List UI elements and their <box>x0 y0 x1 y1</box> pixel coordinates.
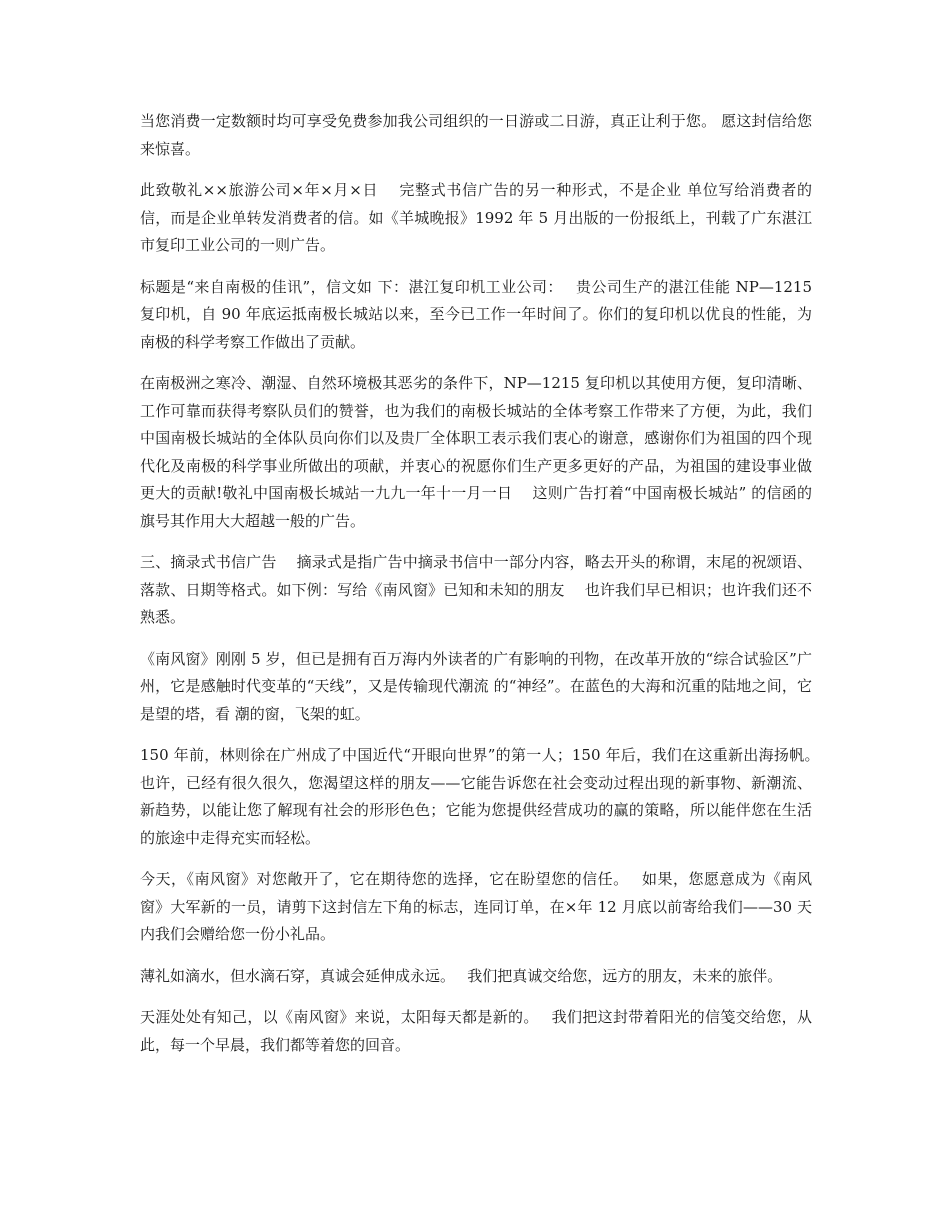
paragraph-8: 今天，《南风窗》对您敞开了，它在期待您的选择，它在盼望您的信任。 如果，您愿意成为《南风窗》大军新的一员，请剪下这封信左下角的标志，连同订单，在×年 12 月底以前寄给我们——30 天内我们会赠给您一份小礼品。 <box>140 870 812 943</box>
document-body <box>140 108 832 1073</box>
paragraph-4: 在南极洲之寒冷、潮湿、自然环境极其恶劣的条件下，NP—1215 复印机以其使用方便，复印清晰、工作可靠而获得考察队员们的赞誉，也为我们的南极长城站的全体考察工作带来了方便，为此，我们中国南极长城站的全体队员向你们以及贵厂全体职工表示我们衷心的谢意，感谢你们为祖国的四个现代化及南极的科学事业所做出的项献，并衷心的祝愿你们生产更多更好的产品，为祖国的建设事业做更大的贡献!敬礼中国南极长城站一九九一年十一月一日 这则广告打着“中国南极长城站” 的信函的旗号其作用大大超越一般的广告。 <box>140 374 812 530</box>
paragraph-9: 薄礼如滴水，但水滴石穿，真诚会延伸成永远。 我们把真诚交给您，远方的朋友，未来的旅伴。 <box>140 966 783 985</box>
paragraph-3: 标题是“来自南极的佳讯”，信文如 下：湛江复印机工业公司： 贵公司生产的湛江佳能 NP—1215 复印机，自 90 年底运抵南极长城站以来，至今已工作一年时间了。你们的复印机以优良的性能，为南极的科学考察工作做出了贡献。 <box>140 277 817 351</box>
paragraph-7: 150 年前，林则徐在广州成了中国近代“开眼向世界”的第一人；150 年后，我们在这重新出海扬帆。 也许，已经有很久很久，您渴望这样的朋友——它能告诉您在社会变动过程出现的新事物、新潮流、新趋势，以能让您了解现有社会的形形色色；它能为您提供经营成功的赢的策略，所以能伴您在生活的旅途中走得充实而轻松。 <box>140 746 832 847</box>
paragraph-1: 当您消费一定数额时均可享受免费参加我公司组织的一日游或二日游，真正让利于您。 愿这封信给您来惊喜。 <box>140 112 812 158</box>
paragraph-2: 此致敬礼××旅游公司×年×月×日 完整式书信广告的另一种形式，不是企业 单位写给消费者的信，而是企业单转发消费者的信。如《羊城晚报》1992 年 5 月出版的一份报纸上，刊载了广东湛江市复印工业公司的一则广告。 <box>140 181 812 254</box>
paragraph-10: 天涯处处有知己，以《南风窗》来说，太阳每天都是新的。 我们把这封带着阳光的信笺交给您，从此，每一个早晨，我们都等着您的回音。 <box>140 1008 812 1054</box>
paragraph-6: 《南风窗》刚刚 5 岁，但已是拥有百万海内外读者的广有影响的刊物，在改革开放的“综合试验区”广州，它是感触时代变革的“天线”，又是传输现代潮流 的“神经”。在蓝色的大海和沉重的陆地之间，它是望的塔，看 潮的窗，飞架的虹。 <box>140 649 812 723</box>
paragraph-5: 三、摘录式书信广告 摘录式是指广告中摘录书信中一部分内容，略去开头的称谓，末尾的祝颂语、落款、日期等格式。如下例：写给《南风窗》已知和未知的朋友 也许我们早已相识；也许我们还不熟悉。 <box>140 553 812 626</box>
